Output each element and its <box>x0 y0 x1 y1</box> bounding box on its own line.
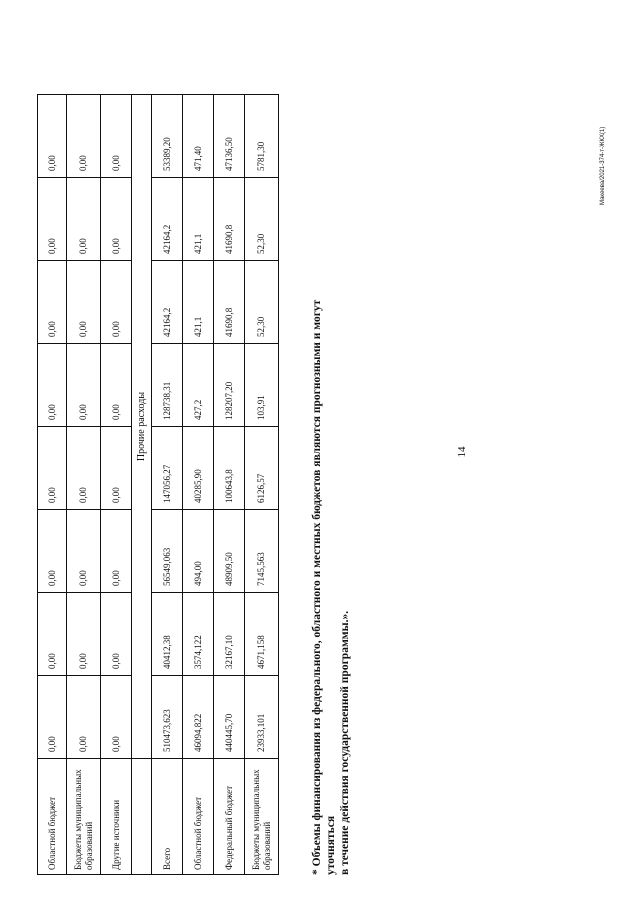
value-cell: 0,00 <box>101 510 132 593</box>
table-row <box>101 95 132 875</box>
value-cell: 52,30 <box>245 178 279 261</box>
value-cell: 46094,822 <box>183 676 214 759</box>
value-cell: 0,00 <box>67 593 101 676</box>
section-empty-cell <box>132 759 152 875</box>
row-label: Бюджеты муниципальных образований <box>67 759 101 875</box>
value-cell: 47136,50 <box>214 95 245 178</box>
value-cell: 0,00 <box>38 261 67 344</box>
value-cell: 7145,563 <box>245 510 279 593</box>
value-cell: 0,00 <box>67 344 101 427</box>
value-cell: 440445,70 <box>214 676 245 759</box>
value-cell: 0,00 <box>101 676 132 759</box>
table-row <box>152 95 183 875</box>
table-body-bottom <box>152 95 279 875</box>
value-cell: 41690,8 <box>214 178 245 261</box>
value-cell: 0,00 <box>38 676 67 759</box>
value-cell: 0,00 <box>101 178 132 261</box>
value-cell: 0,00 <box>101 593 132 676</box>
row-label: Другие источники <box>101 759 132 875</box>
value-cell: 32167,10 <box>214 593 245 676</box>
table-row <box>38 95 67 875</box>
value-cell: 0,00 <box>38 510 67 593</box>
row-label: Областной бюджет <box>183 759 214 875</box>
row-label: Федеральный бюджет <box>214 759 245 875</box>
row-label: Бюджеты муниципальных образований <box>245 759 279 875</box>
value-cell: 427,2 <box>183 344 214 427</box>
value-cell: 6126,57 <box>245 427 279 510</box>
value-cell: 23933,101 <box>245 676 279 759</box>
document-stamp: Макеева/2021-374-т-ЖКХ(1) <box>600 126 606 205</box>
value-cell: 0,00 <box>67 510 101 593</box>
value-cell: 0,00 <box>67 261 101 344</box>
section-row <box>132 95 152 875</box>
value-cell: 0,00 <box>38 178 67 261</box>
value-cell: 0,00 <box>67 178 101 261</box>
footnote-line-1: * Объемы финансирования из федерального, областного и местных бюджетов являются прогнозными и могут уточняться <box>311 299 337 875</box>
table-row <box>245 95 279 875</box>
value-cell: 42164,2 <box>152 261 183 344</box>
value-cell: 40412,38 <box>152 593 183 676</box>
value-cell: 0,00 <box>38 427 67 510</box>
value-cell: 128207,20 <box>214 344 245 427</box>
row-label: Всего <box>152 759 183 875</box>
row-label: Областной бюджет <box>38 759 67 875</box>
value-cell: 494,00 <box>183 510 214 593</box>
value-cell: 421,1 <box>183 261 214 344</box>
value-cell: 52,30 <box>245 261 279 344</box>
footnote <box>310 295 352 875</box>
value-cell: 4671,158 <box>245 593 279 676</box>
table-row <box>214 95 245 875</box>
financing-table <box>37 94 279 875</box>
value-cell: 3574,122 <box>183 593 214 676</box>
value-cell: 0,00 <box>101 427 132 510</box>
value-cell: 103,91 <box>245 344 279 427</box>
value-cell: 53389,20 <box>152 95 183 178</box>
value-cell: 0,00 <box>101 344 132 427</box>
value-cell: 48909,50 <box>214 510 245 593</box>
value-cell: 0,00 <box>38 593 67 676</box>
value-cell: 0,00 <box>67 676 101 759</box>
value-cell: 510473,623 <box>152 676 183 759</box>
value-cell: 56549,063 <box>152 510 183 593</box>
value-cell: 0,00 <box>38 344 67 427</box>
value-cell: 5781,30 <box>245 95 279 178</box>
value-cell: 0,00 <box>101 95 132 178</box>
value-cell: 41690,8 <box>214 261 245 344</box>
value-cell: 100643,8 <box>214 427 245 510</box>
table-section <box>132 95 152 875</box>
table-row <box>67 95 101 875</box>
table-body-top <box>38 95 132 875</box>
table-row <box>183 95 214 875</box>
value-cell: 40285,90 <box>183 427 214 510</box>
value-cell: 128738,31 <box>152 344 183 427</box>
value-cell: 0,00 <box>67 95 101 178</box>
value-cell: 0,00 <box>67 427 101 510</box>
page-number: 14 <box>456 446 468 458</box>
value-cell: 42164,2 <box>152 178 183 261</box>
section-title: Прочие расходы <box>132 95 152 759</box>
value-cell: 0,00 <box>101 261 132 344</box>
value-cell: 0,00 <box>38 95 67 178</box>
value-cell: 471,40 <box>183 95 214 178</box>
value-cell: 147056,27 <box>152 427 183 510</box>
value-cell: 421,1 <box>183 178 214 261</box>
footnote-line-2: в течение действия государственной программы.». <box>339 610 351 875</box>
